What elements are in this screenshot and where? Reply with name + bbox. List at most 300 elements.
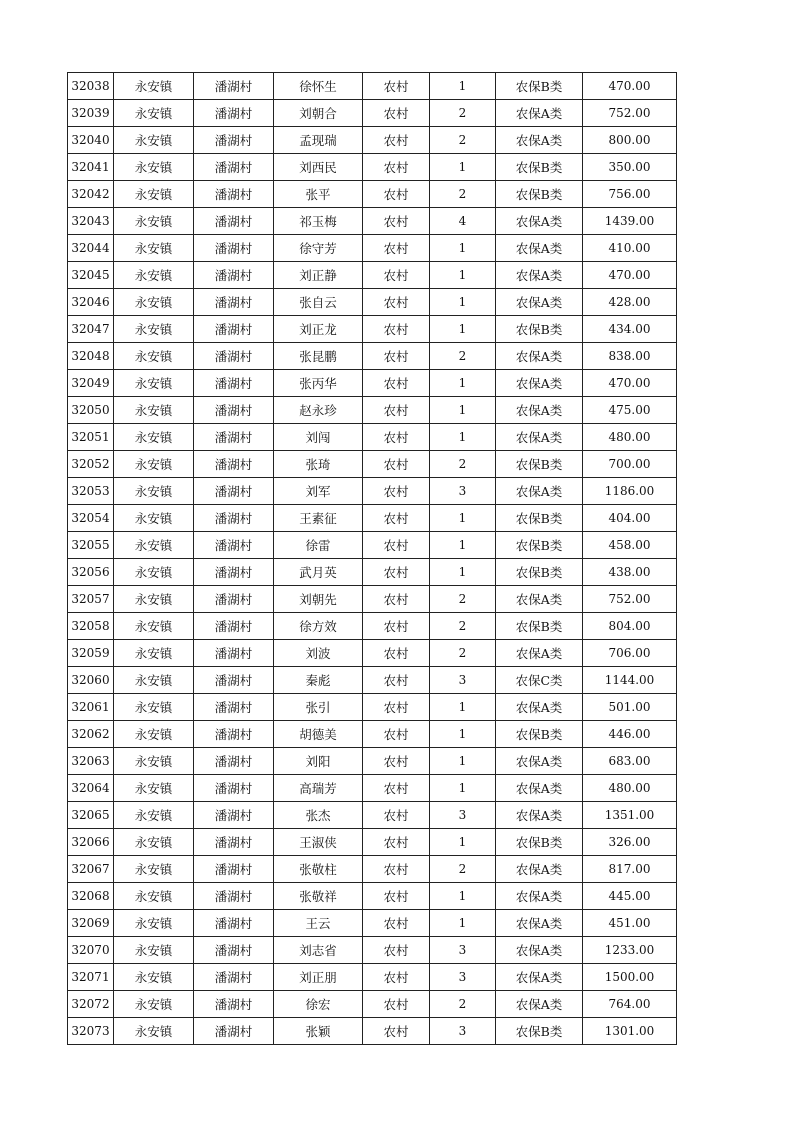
cell-record-id: 32064 (68, 775, 114, 802)
cell-household-size: 2 (430, 127, 496, 154)
cell-name: 徐方效 (274, 613, 363, 640)
cell-amount: 410.00 (583, 235, 677, 262)
cell-household-size: 2 (430, 451, 496, 478)
table-row (68, 370, 677, 397)
cell-area-type: 农村 (363, 1018, 430, 1045)
table-row (68, 937, 677, 964)
cell-name: 刘正静 (274, 262, 363, 289)
cell-amount: 470.00 (583, 370, 677, 397)
cell-amount: 764.00 (583, 991, 677, 1018)
table-row (68, 451, 677, 478)
table-row (68, 613, 677, 640)
cell-village: 潘湖村 (194, 181, 274, 208)
cell-area-type: 农村 (363, 370, 430, 397)
cell-amount: 470.00 (583, 262, 677, 289)
cell-town: 永安镇 (114, 127, 194, 154)
cell-record-id: 32043 (68, 208, 114, 235)
cell-village: 潘湖村 (194, 883, 274, 910)
cell-household-size: 2 (430, 586, 496, 613)
table-row (68, 721, 677, 748)
cell-insurance-category: 农保C类 (496, 667, 583, 694)
cell-area-type: 农村 (363, 721, 430, 748)
cell-name: 徐雷 (274, 532, 363, 559)
cell-household-size: 1 (430, 154, 496, 181)
cell-village: 潘湖村 (194, 748, 274, 775)
cell-insurance-category: 农保B类 (496, 559, 583, 586)
cell-area-type: 农村 (363, 748, 430, 775)
cell-name: 张自云 (274, 289, 363, 316)
cell-area-type: 农村 (363, 910, 430, 937)
cell-town: 永安镇 (114, 910, 194, 937)
cell-amount: 1144.00 (583, 667, 677, 694)
cell-area-type: 农村 (363, 775, 430, 802)
cell-town: 永安镇 (114, 181, 194, 208)
cell-village: 潘湖村 (194, 937, 274, 964)
table-row (68, 991, 677, 1018)
cell-record-id: 32051 (68, 424, 114, 451)
cell-insurance-category: 农保A类 (496, 640, 583, 667)
cell-area-type: 农村 (363, 802, 430, 829)
cell-household-size: 1 (430, 694, 496, 721)
cell-household-size: 1 (430, 883, 496, 910)
cell-area-type: 农村 (363, 154, 430, 181)
cell-amount: 1439.00 (583, 208, 677, 235)
cell-amount: 458.00 (583, 532, 677, 559)
cell-household-size: 3 (430, 937, 496, 964)
cell-name: 徐宏 (274, 991, 363, 1018)
cell-town: 永安镇 (114, 640, 194, 667)
cell-area-type: 农村 (363, 343, 430, 370)
cell-record-id: 32061 (68, 694, 114, 721)
table-row (68, 289, 677, 316)
cell-amount: 756.00 (583, 181, 677, 208)
cell-town: 永安镇 (114, 883, 194, 910)
cell-area-type: 农村 (363, 532, 430, 559)
table-row (68, 478, 677, 505)
cell-town: 永安镇 (114, 829, 194, 856)
cell-household-size: 2 (430, 640, 496, 667)
cell-insurance-category: 农保A类 (496, 370, 583, 397)
cell-area-type: 农村 (363, 100, 430, 127)
cell-area-type: 农村 (363, 316, 430, 343)
table-row (68, 829, 677, 856)
cell-record-id: 32045 (68, 262, 114, 289)
cell-amount: 475.00 (583, 397, 677, 424)
cell-insurance-category: 农保A类 (496, 343, 583, 370)
cell-record-id: 32046 (68, 289, 114, 316)
cell-household-size: 2 (430, 856, 496, 883)
cell-amount: 700.00 (583, 451, 677, 478)
cell-name: 赵永珍 (274, 397, 363, 424)
table-row (68, 775, 677, 802)
cell-amount: 480.00 (583, 424, 677, 451)
cell-amount: 1301.00 (583, 1018, 677, 1045)
cell-record-id: 32067 (68, 856, 114, 883)
cell-record-id: 32057 (68, 586, 114, 613)
cell-record-id: 32038 (68, 73, 114, 100)
cell-amount: 428.00 (583, 289, 677, 316)
cell-name: 王云 (274, 910, 363, 937)
cell-town: 永安镇 (114, 937, 194, 964)
cell-record-id: 32056 (68, 559, 114, 586)
cell-name: 张平 (274, 181, 363, 208)
table-row (68, 316, 677, 343)
cell-name: 祁玉梅 (274, 208, 363, 235)
cell-insurance-category: 农保A类 (496, 883, 583, 910)
cell-insurance-category: 农保A类 (496, 262, 583, 289)
cell-amount: 434.00 (583, 316, 677, 343)
cell-record-id: 32063 (68, 748, 114, 775)
cell-village: 潘湖村 (194, 586, 274, 613)
cell-town: 永安镇 (114, 397, 194, 424)
cell-household-size: 2 (430, 613, 496, 640)
cell-household-size: 4 (430, 208, 496, 235)
cell-name: 张颖 (274, 1018, 363, 1045)
cell-record-id: 32073 (68, 1018, 114, 1045)
cell-record-id: 32059 (68, 640, 114, 667)
table-row (68, 181, 677, 208)
cell-name: 刘正龙 (274, 316, 363, 343)
cell-household-size: 2 (430, 991, 496, 1018)
cell-village: 潘湖村 (194, 856, 274, 883)
cell-area-type: 农村 (363, 262, 430, 289)
cell-household-size: 3 (430, 667, 496, 694)
cell-name: 孟现瑞 (274, 127, 363, 154)
cell-record-id: 32058 (68, 613, 114, 640)
cell-record-id: 32050 (68, 397, 114, 424)
cell-village: 潘湖村 (194, 208, 274, 235)
cell-amount: 501.00 (583, 694, 677, 721)
cell-amount: 445.00 (583, 883, 677, 910)
table-row (68, 667, 677, 694)
cell-household-size: 1 (430, 370, 496, 397)
cell-record-id: 32060 (68, 667, 114, 694)
cell-insurance-category: 农保A类 (496, 802, 583, 829)
cell-insurance-category: 农保A类 (496, 748, 583, 775)
cell-village: 潘湖村 (194, 1018, 274, 1045)
cell-village: 潘湖村 (194, 802, 274, 829)
cell-record-id: 32068 (68, 883, 114, 910)
cell-household-size: 1 (430, 262, 496, 289)
cell-household-size: 2 (430, 343, 496, 370)
cell-amount: 804.00 (583, 613, 677, 640)
cell-area-type: 农村 (363, 937, 430, 964)
cell-record-id: 32072 (68, 991, 114, 1018)
cell-insurance-category: 农保B类 (496, 829, 583, 856)
cell-insurance-category: 农保A类 (496, 856, 583, 883)
cell-town: 永安镇 (114, 370, 194, 397)
cell-town: 永安镇 (114, 154, 194, 181)
cell-record-id: 32047 (68, 316, 114, 343)
cell-area-type: 农村 (363, 424, 430, 451)
cell-village: 潘湖村 (194, 316, 274, 343)
table-row (68, 235, 677, 262)
table-row (68, 100, 677, 127)
cell-insurance-category: 农保A类 (496, 397, 583, 424)
cell-village: 潘湖村 (194, 991, 274, 1018)
cell-name: 刘军 (274, 478, 363, 505)
cell-insurance-category: 农保A类 (496, 694, 583, 721)
cell-town: 永安镇 (114, 667, 194, 694)
cell-town: 永安镇 (114, 505, 194, 532)
table-row (68, 127, 677, 154)
cell-amount: 480.00 (583, 775, 677, 802)
cell-village: 潘湖村 (194, 694, 274, 721)
cell-village: 潘湖村 (194, 424, 274, 451)
table-row (68, 73, 677, 100)
cell-town: 永安镇 (114, 586, 194, 613)
cell-household-size: 1 (430, 505, 496, 532)
cell-town: 永安镇 (114, 775, 194, 802)
cell-record-id: 32055 (68, 532, 114, 559)
cell-amount: 800.00 (583, 127, 677, 154)
cell-name: 张琦 (274, 451, 363, 478)
cell-village: 潘湖村 (194, 721, 274, 748)
cell-household-size: 1 (430, 775, 496, 802)
cell-town: 永安镇 (114, 289, 194, 316)
cell-name: 王淑侠 (274, 829, 363, 856)
cell-record-id: 32069 (68, 910, 114, 937)
cell-insurance-category: 农保B类 (496, 505, 583, 532)
table-row (68, 856, 677, 883)
cell-insurance-category: 农保B类 (496, 532, 583, 559)
cell-village: 潘湖村 (194, 451, 274, 478)
cell-village: 潘湖村 (194, 100, 274, 127)
cell-village: 潘湖村 (194, 910, 274, 937)
cell-insurance-category: 农保B类 (496, 181, 583, 208)
cell-village: 潘湖村 (194, 343, 274, 370)
table-row (68, 694, 677, 721)
cell-household-size: 2 (430, 181, 496, 208)
cell-amount: 752.00 (583, 100, 677, 127)
cell-insurance-category: 农保A类 (496, 127, 583, 154)
cell-village: 潘湖村 (194, 127, 274, 154)
cell-amount: 1186.00 (583, 478, 677, 505)
cell-insurance-category: 农保A类 (496, 586, 583, 613)
cell-record-id: 32053 (68, 478, 114, 505)
cell-town: 永安镇 (114, 721, 194, 748)
cell-village: 潘湖村 (194, 154, 274, 181)
cell-name: 刘志省 (274, 937, 363, 964)
records-table-container (67, 72, 677, 1045)
cell-village: 潘湖村 (194, 370, 274, 397)
cell-name: 张昆鹏 (274, 343, 363, 370)
cell-household-size: 1 (430, 316, 496, 343)
table-row (68, 748, 677, 775)
table-row (68, 343, 677, 370)
cell-insurance-category: 农保A类 (496, 478, 583, 505)
cell-area-type: 农村 (363, 586, 430, 613)
cell-town: 永安镇 (114, 73, 194, 100)
cell-household-size: 3 (430, 478, 496, 505)
cell-amount: 350.00 (583, 154, 677, 181)
cell-name: 胡德美 (274, 721, 363, 748)
table-row (68, 532, 677, 559)
table-row (68, 559, 677, 586)
table-row (68, 154, 677, 181)
cell-name: 刘朝先 (274, 586, 363, 613)
cell-village: 潘湖村 (194, 640, 274, 667)
cell-insurance-category: 农保A类 (496, 100, 583, 127)
cell-amount: 838.00 (583, 343, 677, 370)
cell-name: 刘朝合 (274, 100, 363, 127)
cell-town: 永安镇 (114, 262, 194, 289)
table-row (68, 910, 677, 937)
cell-insurance-category: 农保A类 (496, 208, 583, 235)
cell-insurance-category: 农保A类 (496, 424, 583, 451)
cell-record-id: 32039 (68, 100, 114, 127)
cell-town: 永安镇 (114, 343, 194, 370)
cell-town: 永安镇 (114, 478, 194, 505)
cell-name: 徐守芳 (274, 235, 363, 262)
cell-town: 永安镇 (114, 613, 194, 640)
cell-village: 潘湖村 (194, 559, 274, 586)
cell-amount: 1500.00 (583, 964, 677, 991)
table-body (68, 73, 677, 1045)
cell-insurance-category: 农保A类 (496, 910, 583, 937)
cell-insurance-category: 农保B类 (496, 73, 583, 100)
cell-name: 刘闯 (274, 424, 363, 451)
cell-name: 刘正朋 (274, 964, 363, 991)
cell-amount: 683.00 (583, 748, 677, 775)
cell-household-size: 3 (430, 964, 496, 991)
cell-village: 潘湖村 (194, 829, 274, 856)
cell-name: 刘波 (274, 640, 363, 667)
cell-town: 永安镇 (114, 100, 194, 127)
cell-amount: 326.00 (583, 829, 677, 856)
cell-area-type: 农村 (363, 991, 430, 1018)
cell-village: 潘湖村 (194, 505, 274, 532)
table-row (68, 208, 677, 235)
cell-town: 永安镇 (114, 802, 194, 829)
cell-name: 武月英 (274, 559, 363, 586)
cell-name: 高瑞芳 (274, 775, 363, 802)
cell-insurance-category: 农保A类 (496, 289, 583, 316)
table-row (68, 640, 677, 667)
cell-area-type: 农村 (363, 397, 430, 424)
cell-household-size: 1 (430, 397, 496, 424)
cell-name: 秦彪 (274, 667, 363, 694)
cell-town: 永安镇 (114, 748, 194, 775)
cell-village: 潘湖村 (194, 478, 274, 505)
cell-area-type: 农村 (363, 73, 430, 100)
cell-town: 永安镇 (114, 208, 194, 235)
cell-household-size: 1 (430, 748, 496, 775)
cell-insurance-category: 农保B类 (496, 721, 583, 748)
cell-area-type: 农村 (363, 127, 430, 154)
cell-village: 潘湖村 (194, 397, 274, 424)
cell-insurance-category: 农保B类 (496, 316, 583, 343)
cell-record-id: 32071 (68, 964, 114, 991)
cell-insurance-category: 农保B类 (496, 154, 583, 181)
cell-household-size: 1 (430, 829, 496, 856)
cell-village: 潘湖村 (194, 667, 274, 694)
cell-record-id: 32049 (68, 370, 114, 397)
table-row (68, 883, 677, 910)
cell-amount: 817.00 (583, 856, 677, 883)
cell-village: 潘湖村 (194, 613, 274, 640)
cell-record-id: 32066 (68, 829, 114, 856)
cell-area-type: 农村 (363, 640, 430, 667)
table-row (68, 505, 677, 532)
cell-insurance-category: 农保A类 (496, 235, 583, 262)
table-row (68, 1018, 677, 1045)
cell-name: 刘阳 (274, 748, 363, 775)
cell-village: 潘湖村 (194, 235, 274, 262)
cell-village: 潘湖村 (194, 964, 274, 991)
cell-area-type: 农村 (363, 829, 430, 856)
records-table (67, 72, 677, 1045)
cell-household-size: 1 (430, 721, 496, 748)
cell-amount: 438.00 (583, 559, 677, 586)
cell-town: 永安镇 (114, 235, 194, 262)
cell-town: 永安镇 (114, 856, 194, 883)
table-row (68, 424, 677, 451)
cell-area-type: 农村 (363, 208, 430, 235)
cell-amount: 451.00 (583, 910, 677, 937)
cell-town: 永安镇 (114, 451, 194, 478)
cell-area-type: 农村 (363, 856, 430, 883)
cell-area-type: 农村 (363, 289, 430, 316)
table-row (68, 802, 677, 829)
cell-area-type: 农村 (363, 613, 430, 640)
cell-household-size: 1 (430, 289, 496, 316)
table-row (68, 964, 677, 991)
cell-insurance-category: 农保A类 (496, 775, 583, 802)
cell-record-id: 32041 (68, 154, 114, 181)
cell-insurance-category: 农保A类 (496, 964, 583, 991)
cell-amount: 1351.00 (583, 802, 677, 829)
cell-insurance-category: 农保A类 (496, 991, 583, 1018)
cell-village: 潘湖村 (194, 262, 274, 289)
cell-name: 张敬祥 (274, 883, 363, 910)
cell-record-id: 32044 (68, 235, 114, 262)
table-row (68, 262, 677, 289)
cell-area-type: 农村 (363, 451, 430, 478)
cell-record-id: 32042 (68, 181, 114, 208)
table-row (68, 397, 677, 424)
cell-record-id: 32040 (68, 127, 114, 154)
cell-record-id: 32070 (68, 937, 114, 964)
cell-insurance-category: 农保B类 (496, 613, 583, 640)
cell-name: 王素征 (274, 505, 363, 532)
cell-area-type: 农村 (363, 235, 430, 262)
cell-household-size: 1 (430, 235, 496, 262)
cell-area-type: 农村 (363, 964, 430, 991)
cell-household-size: 2 (430, 100, 496, 127)
cell-household-size: 3 (430, 1018, 496, 1045)
cell-town: 永安镇 (114, 424, 194, 451)
cell-name: 刘西民 (274, 154, 363, 181)
cell-village: 潘湖村 (194, 775, 274, 802)
cell-record-id: 32062 (68, 721, 114, 748)
cell-name: 张杰 (274, 802, 363, 829)
cell-name: 张敬柱 (274, 856, 363, 883)
cell-area-type: 农村 (363, 883, 430, 910)
cell-town: 永安镇 (114, 316, 194, 343)
cell-insurance-category: 农保A类 (496, 937, 583, 964)
cell-amount: 470.00 (583, 73, 677, 100)
cell-household-size: 1 (430, 559, 496, 586)
cell-record-id: 32065 (68, 802, 114, 829)
cell-area-type: 农村 (363, 505, 430, 532)
cell-village: 潘湖村 (194, 289, 274, 316)
cell-record-id: 32054 (68, 505, 114, 532)
cell-area-type: 农村 (363, 478, 430, 505)
cell-amount: 1233.00 (583, 937, 677, 964)
cell-insurance-category: 农保B类 (496, 1018, 583, 1045)
cell-insurance-category: 农保B类 (496, 451, 583, 478)
